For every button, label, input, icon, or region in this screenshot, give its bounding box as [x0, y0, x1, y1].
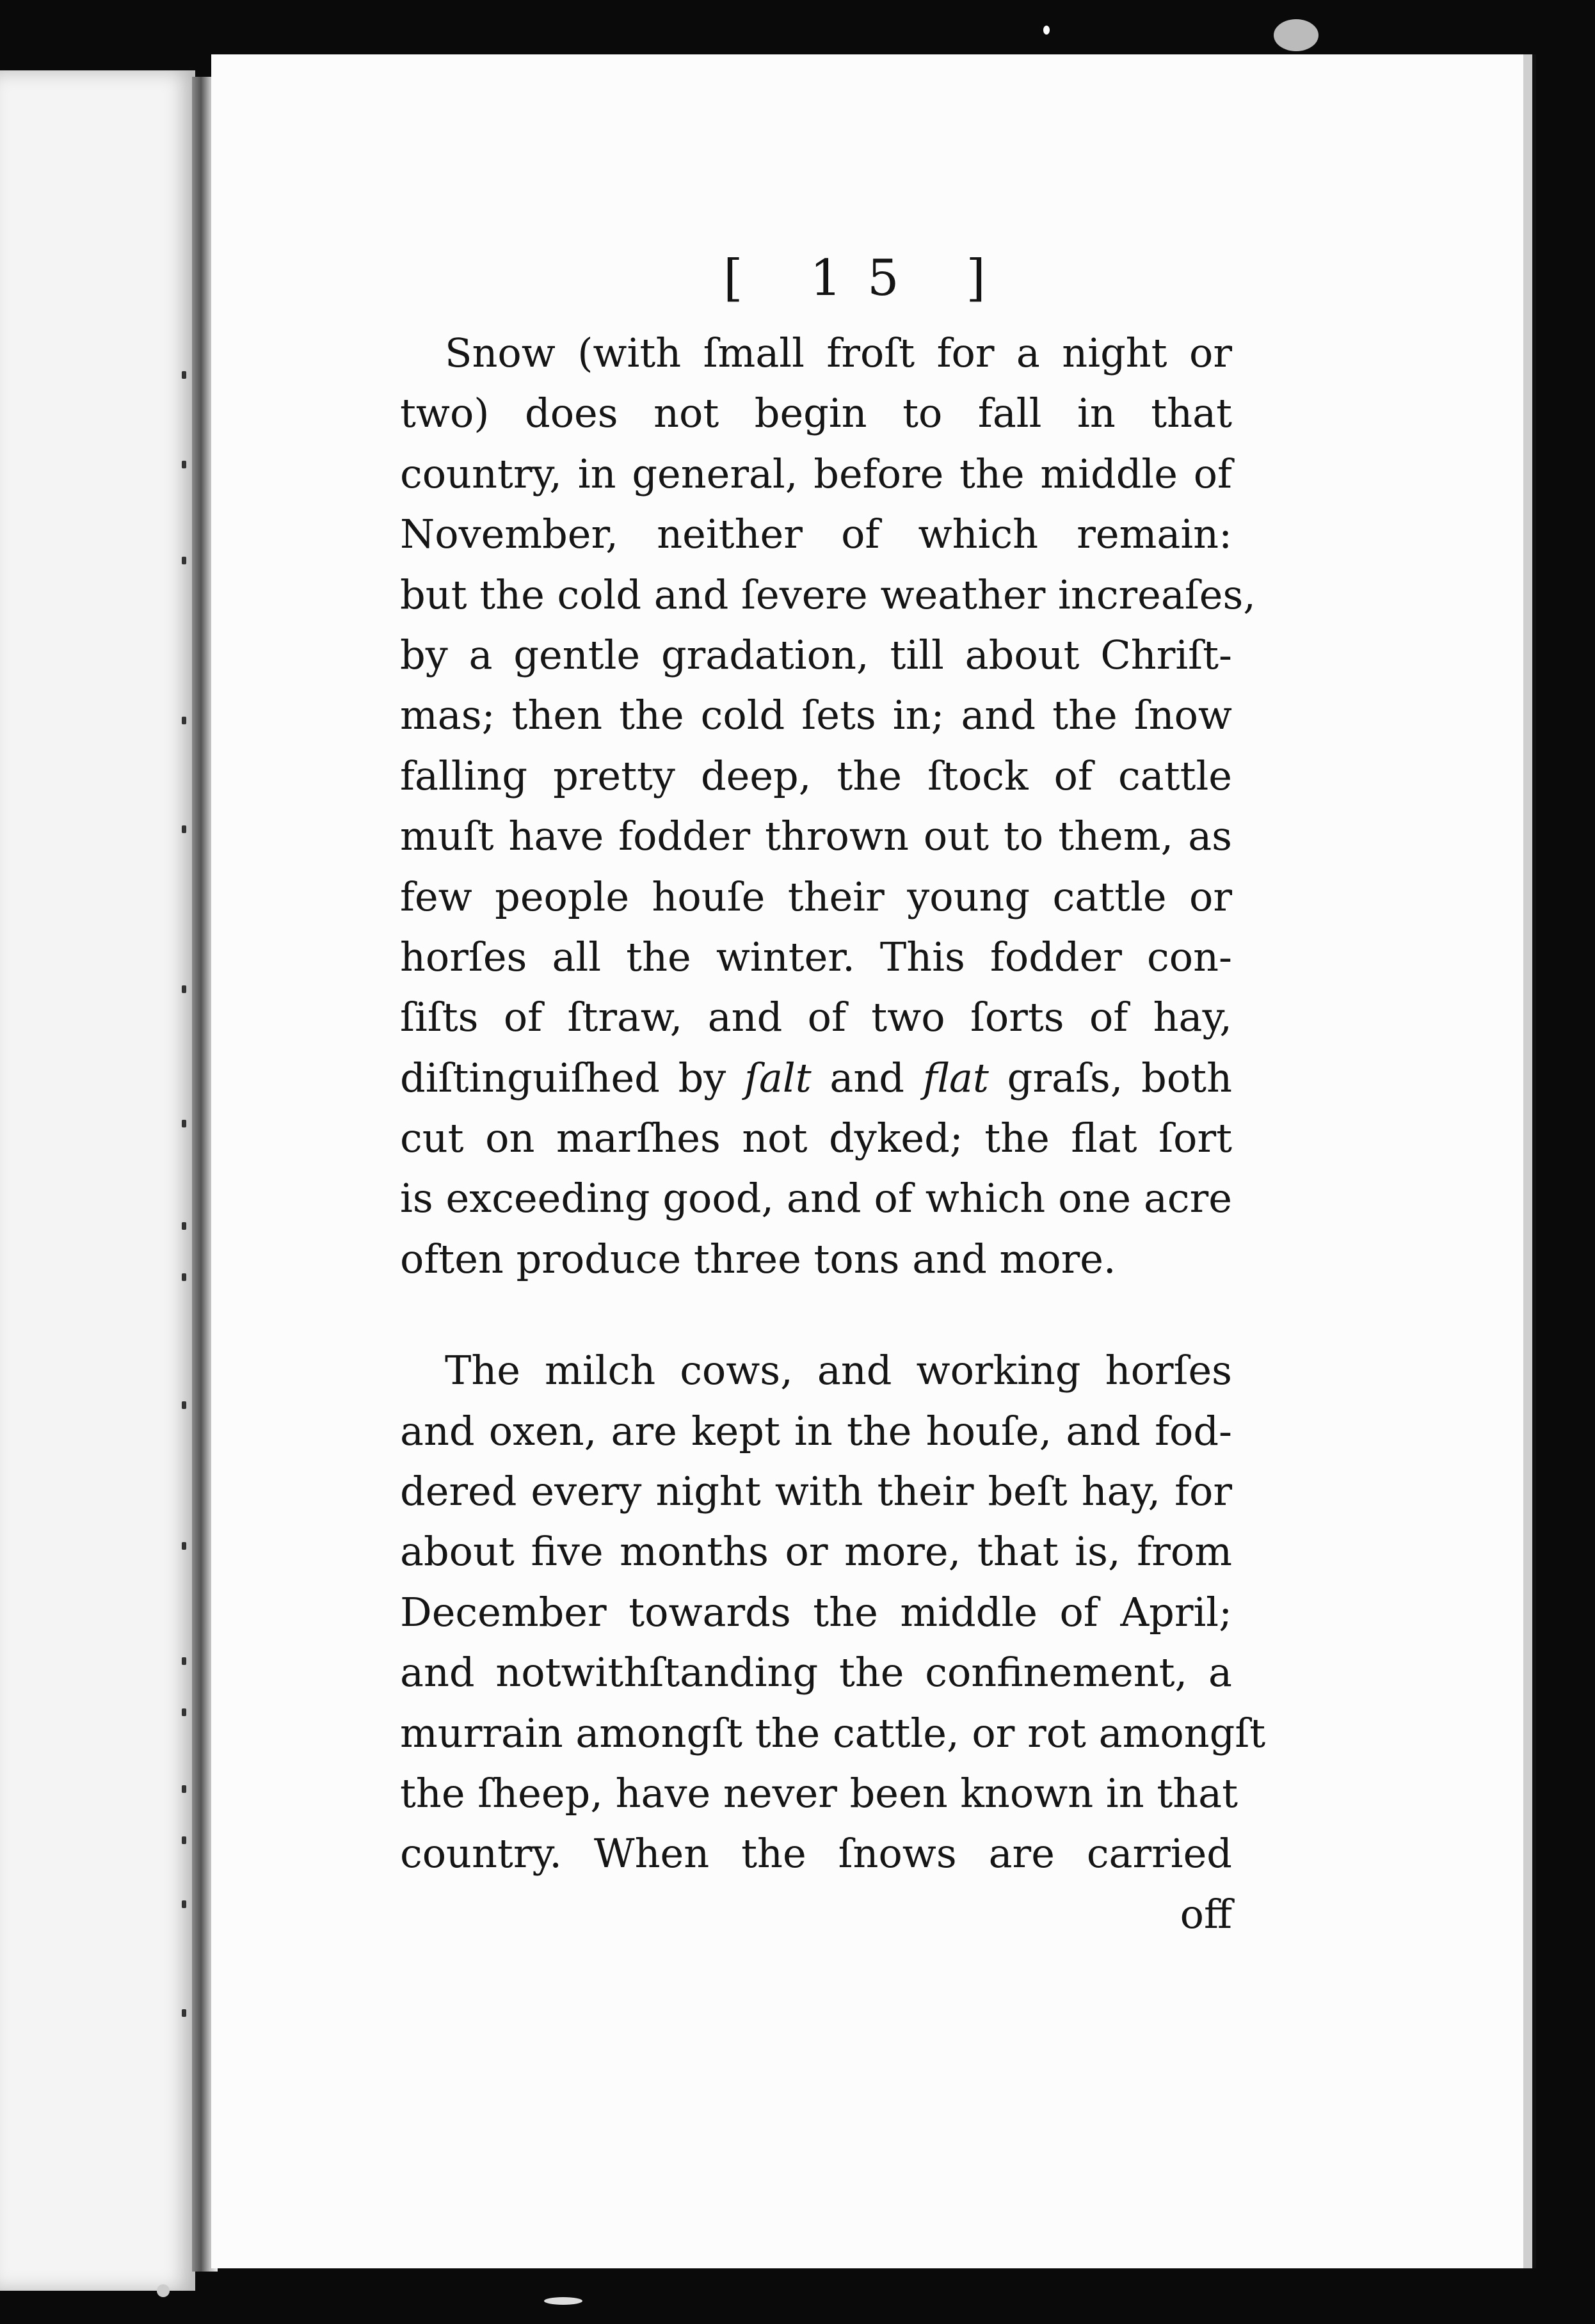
text-line: the ſheep, have never been known in that — [400, 1769, 1238, 1817]
text-line: country, in general, before the middle of — [400, 450, 1232, 497]
scan-speck — [544, 2297, 582, 2305]
text-line: Snow (with ſmall froſt for a night or — [445, 330, 1232, 376]
paragraph-gap — [400, 1289, 1232, 1341]
scan-speck — [1274, 19, 1318, 51]
text-segment: and — [811, 1054, 923, 1101]
text-line: murrain amongſt the cattle, or rot amongſt — [400, 1709, 1266, 1756]
text-line: and notwithſtanding the confinement, a — [400, 1649, 1232, 1696]
text-segment: graſs, both — [988, 1054, 1233, 1101]
text-line: is exceeding good, and of which one acre — [400, 1175, 1232, 1222]
text-line: The milch cows, and working horſes — [445, 1347, 1232, 1394]
text-line: about five months or more, that is, from — [400, 1528, 1232, 1575]
catchword: off — [1180, 1890, 1232, 1938]
scan-speck — [157, 2284, 170, 2297]
body-text — [400, 323, 1266, 1945]
text-segment: diſtinguiſhed by — [400, 1054, 745, 1101]
italic-word: flat — [922, 1054, 989, 1101]
text-line: falling pretty deep, the ſtock of cattle — [400, 752, 1232, 799]
text-line: two) does not begin to fall in that — [400, 390, 1232, 437]
text-line: ſiſts of ſtraw, and of two ſorts of hay, — [400, 994, 1232, 1041]
text-line: and oxen, are kept in the houſe, and fod- — [400, 1407, 1232, 1454]
italic-word: ſalt — [744, 1054, 812, 1101]
previous-page-text-edge — [172, 70, 191, 2291]
book-page — [211, 54, 1532, 2268]
text-line: country. When the ſnows are carried — [400, 1830, 1232, 1877]
scan-speck — [1043, 26, 1050, 35]
text-line: mas; then the cold ſets in; and the ſnow — [400, 692, 1232, 739]
previous-page-edge — [0, 70, 195, 2291]
text-line: by a gentle gradation, till about Chriſt- — [400, 631, 1232, 678]
text-line-with-italics — [400, 1048, 1232, 1108]
text-line: often produce three tons and more. — [400, 1235, 1116, 1282]
text-line: muſt have fodder thrown out to them, as — [400, 813, 1232, 860]
text-line: dered every night with their beſt hay, for — [400, 1468, 1232, 1515]
page-number: [ 15 ] — [723, 250, 1011, 307]
text-line: December towards the middle of April; — [400, 1588, 1232, 1636]
text-line: but the cold and ſevere weather increaſes, — [400, 571, 1256, 618]
text-line: November, neither of which remain: — [400, 511, 1232, 558]
text-line: few people houſe their young cattle or — [400, 873, 1232, 920]
text-line: cut on marſhes not dyked; the flat ſort — [400, 1115, 1232, 1162]
text-line: horſes all the winter. This fodder con- — [400, 933, 1232, 980]
